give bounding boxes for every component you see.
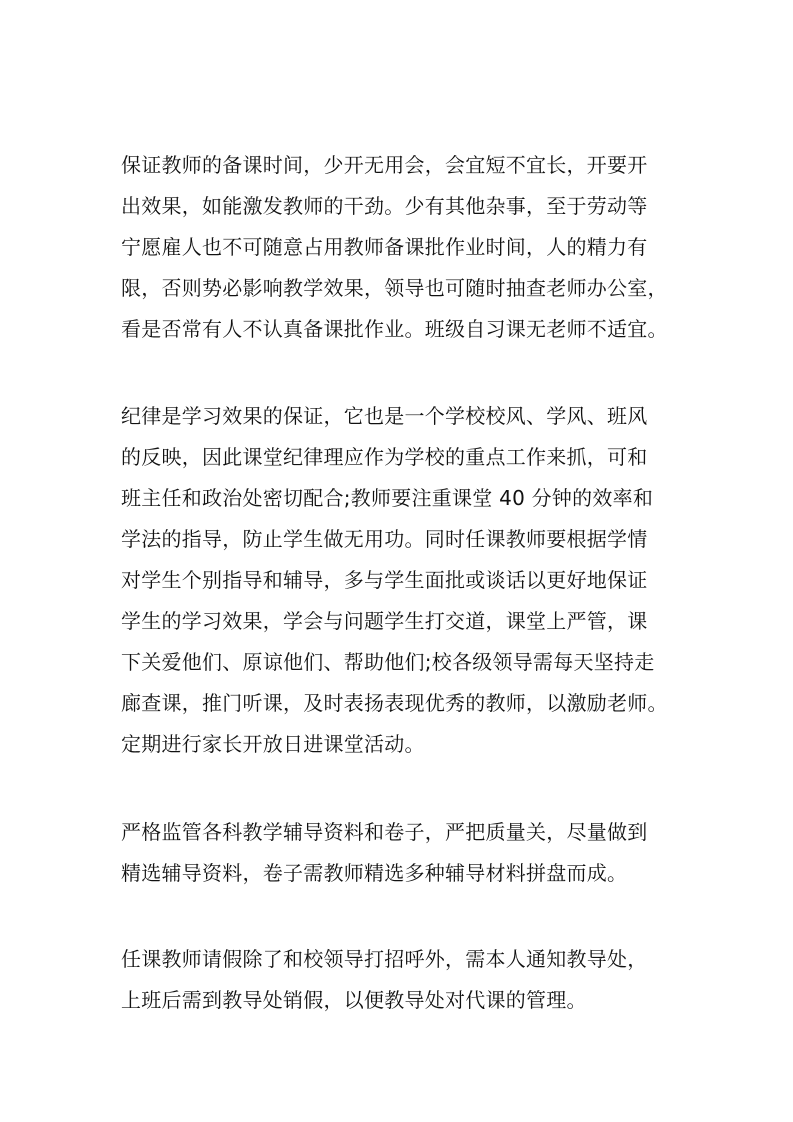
text-line: 精选辅导资料，卷子需教师精选多种辅导材料拼盘而成。 [121,861,628,885]
text-line: 看是否常有人不认真备课批作业。班级自习课无老师不适宜。 [121,317,668,341]
text-line: 的反映，因此课堂纪律理应作为学校的重点工作来抓，可和 [121,445,648,469]
text-line: 班主任和政治处密切配合;教师要注重课堂 40 分钟的效率和 [121,486,654,510]
text-line: 宁愿雇人也不可随意占用教师备课批作业时间，人的精力有 [121,235,648,259]
text-line: 纪律是学习效果的保证，它也是一个学校校风、学风、班风 [121,404,648,428]
text-line: 对学生个别指导和辅导，多与学生面批或谈话以更好地保证 [121,568,648,592]
text-line: 廊查课，推门听课，及时表扬表现优秀的教师，以激励老师。 [121,691,668,715]
text-line: 限，否则势必影响教学效果，领导也可随时抽查老师办公室， [121,276,668,300]
text-line: 学生的学习效果，学会与问题学生打交道，课堂上严管，课 [121,609,648,633]
text-line: 出效果，如能激发教师的干劲。少有其他杂事，至于劳动等 [121,194,648,218]
text-line: 学法的指导，防止学生做无用功。同时任课教师要根据学情 [121,527,648,551]
text-line: 上班后需到教导处销假，以便教导处对代课的管理。 [121,988,587,1012]
text-line: 定期进行家长开放日进课堂活动。 [121,732,425,756]
text-line: 严格监管各科教学辅导资料和卷子，严把质量关，尽量做到 [121,820,648,844]
text-line: 任课教师请假除了和校领导打招呼外，需本人通知教导处， [121,947,648,971]
text-line: 下关爱他们、原谅他们、帮助他们;校各级领导需每天坚持走 [121,650,655,674]
text-line: 保证教师的备课时间，少开无用会，会宜短不宜长，开要开 [121,153,648,177]
